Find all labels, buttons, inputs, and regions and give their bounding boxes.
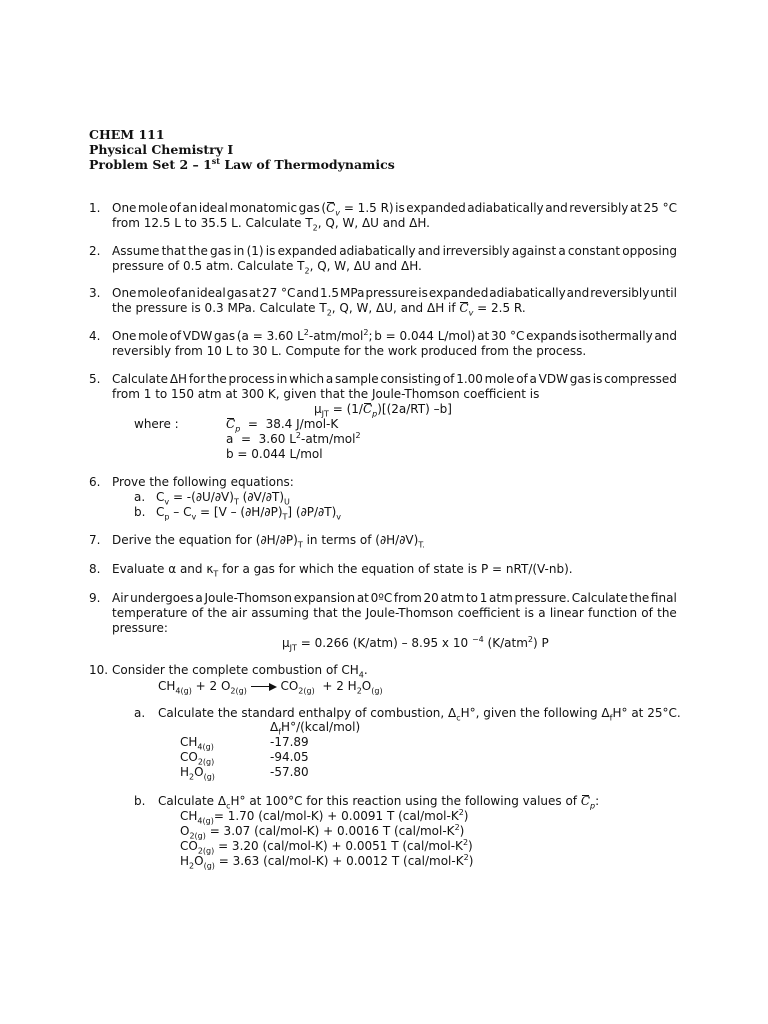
problem-5-where-a: a = 3.60 $L^2-atm/mol^2$ [226,431,361,446]
problem-10a-label: a. [134,706,146,720]
problem-7-line-1: Derive the equation for $(\partial H/\partial P)_T$ in terms of $(\partial H/\partial V)_{T.}$ [112,533,425,550]
problem-6-number: 6. [89,475,101,489]
problem-6a-equation: $C_v = -(\partial U/\partial V)_T$ $(\partial V/\partial T)_U$ [156,490,290,507]
reaction-arrow-icon [251,683,277,691]
problem-set-title: Problem Set 2 – 1st Law of Thermodynamics [89,155,395,172]
problem-5-where-b: b = 0.044 L/mol [226,447,323,461]
problem-10-reaction: $CH_{4(g)} + 2$ $O_{2(g)}$ $CO_{2(g)} + 2$ $H_2O_{(g)}$ [158,679,383,696]
problem-1-line-2: from 12.5 L to 35.5 L. Calculate $T_2$, Q, W, ΔU and ΔH. [112,216,430,233]
problem-5-where-cp: $C_p = 38.4$ J/mol-K [226,417,339,434]
enthalpy-table-species-h2o: $H_2O_{(g)}$ [180,765,215,782]
problem-10-line-1: Consider the complete combustion of $CH_4$. [112,663,368,680]
problem-2-number: 2. [89,244,101,258]
problem-9-equation: $\mu_{JT} = 0.266$ (K/atm) – 8.95 x 10 $^{-4}$ (K/atm$^2$) P [282,635,549,653]
enthalpy-table-species-ch4: $CH_{4(g)}$ [180,735,214,752]
problem-10b-label: b. [134,794,146,808]
problem-4-line-1: One mole of VDW gas (a = 3.60 $L^2-atm/mol^2$; b = 0.044 L/mol) at 30 °C expands isothermally and [112,328,677,343]
problem-6b-label: b. [134,505,146,519]
problem-9-line-2: temperature of the air assuming that the Joule-Thomson coefficient is a linear function of the [112,606,677,620]
problem-10b-text: Calculate $\Delta_cH^\circ$ at 100°C for this reaction using the following values of $C_p$: [158,794,600,811]
heat-capacity-h2o: $H_2O_{(g)} = 3.63$ (cal/mol-K) + 0.0012 T $(cal/mol-K^2)$ [180,853,474,871]
problem-3-line-2: the pressure is 0.3 MPa. Calculate $T_2$, Q, W, ΔU, and ΔH if $C_v = 2.5$ R. [112,301,526,318]
course-name: Physical Chemistry I [89,142,234,157]
problem-9-line-3: pressure: [112,621,168,635]
problem-6a-label: a. [134,490,146,504]
problem-5-line-1: Calculate ΔH for the process in which a sample consisting of 1.00 mole of a VDW gas is compressed [112,372,677,386]
heat-capacity-o2: $O_{2(g)} = 3.07$ (cal/mol-K) + 0.0016 T $(cal/mol-K^2)$ [180,823,465,841]
problem-7-number: 7. [89,533,101,547]
problem-8-line-1: Evaluate α and $\kappa_T$ for a gas for which the equation of state is P = nRT/(V-nb). [112,562,573,579]
problem-5-line-2: from 1 to 150 atm at 300 K, given that the Joule-Thomson coefficient is [112,387,540,401]
problem-4-line-2: reversibly from 10 L to 30 L. Compute for the work produced from the process. [112,344,587,358]
problem-8-number: 8. [89,562,101,576]
enthalpy-table-species-co2: $CO_{2(g)}$ [180,750,215,767]
course-code: CHEM 111 [89,127,165,142]
problem-10a-text: Calculate the standard enthalpy of combustion, $\Delta_cH^\circ$, given the following $\Delta_fH^\circ$ at 25°C. [158,706,681,723]
problem-9-line-1: Air undergoes a Joule-Thomson expansion at 0ºC from 20 atm to 1 atm pressure. Calculate the final [112,591,677,605]
heat-capacity-co2: $CO_{2(g)} = 3.20$ (cal/mol-K) + 0.0051 T $(cal/mol-K^2)$ [180,838,473,856]
enthalpy-table-header: $\Delta_fH^\circ/(kcal/mol)$ [270,720,361,737]
problem-10-number: 10. [89,663,109,677]
problem-6-line-1: Prove the following equations: [112,475,294,489]
problem-1-line-1: One mole of an ideal monatomic gas ($C_v = 1.5$ R) is expanded adiabatically and reversibly at 25 °C [112,201,677,218]
enthalpy-table-value-co2: -94.05 [270,750,309,764]
problem-6b-equation: $C_p - C_v = [V - (\partial H/\partial P)_T]$ $(\partial P/\partial T)_v$ [156,505,342,522]
problem-1-number: 1. [89,201,101,215]
enthalpy-table-value-ch4: -17.89 [270,735,309,749]
problem-4-number: 4. [89,329,101,343]
problem-3-line-1: One mole of an ideal gas at 27 °C and 1.5 MPa pressure is expanded adiabatically and reversibly until [112,286,677,300]
problem-2-line-2: pressure of 0.5 atm. Calculate $T_2$, Q, W, ΔU and ΔH. [112,259,422,276]
problem-5-where-label: where : [134,417,179,431]
problem-5-equation: $\mu_{JT} = (1/C_p)[(2a/RT)$ –b] [314,402,452,419]
problem-5-number: 5. [89,372,101,386]
problem-3-number: 3. [89,286,101,300]
problem-9-number: 9. [89,591,101,605]
problem-2-line-1: Assume that the gas in (1) is expanded adiabatically and irreversibly against a constant opposing [112,244,677,258]
enthalpy-table-value-h2o: -57.80 [270,765,309,779]
heat-capacity-ch4: $CH_{4(g)}= 1.70$ (cal/mol-K) + 0.0091 T $(cal/mol-K^2)$ [180,808,469,826]
